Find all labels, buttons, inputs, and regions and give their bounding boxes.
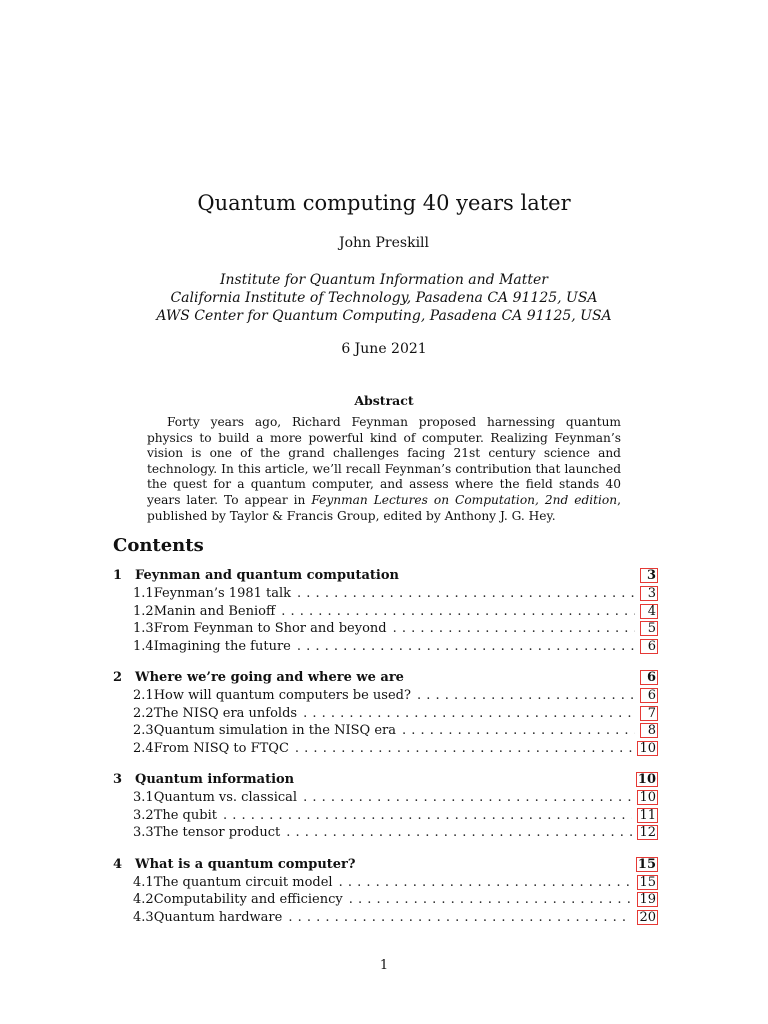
toc-subsection-row[interactable] (113, 825, 657, 843)
dot-leader (303, 790, 632, 805)
subsection-title: Quantum simulation in the NISQ era (153, 723, 396, 738)
affiliation-line: Institute for Quantum Information and Matter (220, 272, 548, 288)
subsection-page-link[interactable]: 11 (639, 807, 656, 823)
section-number: 4 (113, 856, 123, 872)
dot-leader (297, 639, 635, 654)
subsection-title: Computability and efficiency (153, 892, 343, 907)
abstract-body (147, 415, 621, 524)
subsection-page-link[interactable]: 15 (639, 874, 656, 890)
dot-leader (393, 621, 635, 636)
subsection-title: The quantum circuit model (153, 874, 333, 890)
subsection-number: 1.3 (133, 621, 154, 636)
subsection-number: 1.1 (133, 586, 154, 601)
toc-subsection-row[interactable] (113, 688, 657, 706)
dot-leader (349, 892, 633, 907)
toc-section (113, 568, 657, 656)
abstract-italic-text: Feynman Lectures on Computation, 2nd edition (311, 492, 618, 507)
subsection-page-link[interactable]: 19 (639, 892, 656, 907)
dot-leader (286, 825, 632, 840)
toc-subsection-row[interactable] (113, 604, 657, 622)
paper-title: Quantum computing 40 years later (197, 191, 571, 215)
toc-subsection-row[interactable] (113, 723, 657, 741)
toc-subsection-row[interactable] (113, 741, 657, 759)
subsection-number: 3.1 (133, 790, 154, 805)
subsection-title: Feynman’s 1981 talk (153, 586, 292, 601)
toc-subsection-row[interactable] (113, 639, 657, 657)
subsection-title: The NISQ era unfolds (153, 705, 298, 721)
subsection-title: From NISQ to FTQC (153, 740, 289, 756)
subsection-title: From Feynman to Shor and beyond (153, 621, 387, 636)
subsection-page-link[interactable]: 20 (639, 909, 656, 925)
subsection-page-link[interactable]: 8 (641, 724, 657, 737)
subsection-title: The qubit (153, 807, 217, 823)
toc-subsection-row[interactable] (113, 875, 657, 893)
affiliations (0, 271, 768, 325)
subsection-title: The tensor product (153, 825, 281, 840)
dot-leader (402, 723, 635, 738)
affiliation-line: California Institute of Technology, Pasadena CA 91125, USA (170, 290, 598, 306)
page-number: 1 (379, 958, 389, 973)
section-title: Where we’re going and where we are (135, 670, 404, 685)
toc-subsection-row[interactable] (113, 790, 657, 808)
subsection-title: Imagining the future (153, 638, 291, 654)
abstract-heading: Abstract (354, 393, 414, 408)
section-title: Feynman and quantum computation (135, 568, 399, 583)
section-title: Quantum information (135, 772, 295, 787)
abstract-text-end: , published by Taylor & Francis Group, edited by Anthony J. G. Hey. (147, 492, 621, 523)
toc-subsection-row[interactable] (113, 808, 657, 826)
author-name: John Preskill (338, 235, 430, 251)
subsection-page-link[interactable]: 12 (639, 825, 656, 840)
subsection-page-link[interactable]: 6 (641, 640, 657, 653)
section-number: 3 (113, 772, 123, 787)
toc-section-row[interactable] (113, 670, 657, 688)
section-number: 2 (113, 670, 123, 685)
dot-leader (288, 910, 632, 925)
abstract-text: Forty years ago, Richard Feynman proposed harnessing quantum physics to build a more powerful kind of computer. Realizing Feynman’s vision is one of the grand challenges facing 21st century science and technology. In this article, we’ll recall Feynman’s contribution that launched the quest for a quantum computer, and assess where the field stands 40 years later. To appear in (147, 415, 621, 507)
subsection-page-link[interactable]: 5 (641, 622, 657, 635)
section-page-link[interactable]: 15 (637, 856, 656, 872)
toc-section (113, 772, 657, 843)
paper-date: 6 June 2021 (341, 341, 427, 357)
section-number: 1 (113, 568, 123, 583)
subsection-number: 1.2 (133, 603, 154, 619)
toc-subsection-row[interactable] (113, 621, 657, 639)
subsection-number: 3.3 (133, 825, 154, 840)
toc-subsection-row[interactable] (113, 892, 657, 910)
dot-leader (223, 808, 632, 823)
toc-subsection-row[interactable] (113, 910, 657, 928)
subsection-number: 2.2 (133, 705, 154, 721)
subsection-number: 3.2 (133, 807, 154, 823)
subsection-page-link[interactable]: 3 (641, 587, 657, 600)
contents-heading: Contents (113, 535, 204, 556)
toc-subsection-row[interactable] (113, 586, 657, 604)
toc-section-row[interactable] (113, 772, 657, 790)
toc-section (113, 857, 657, 928)
dot-leader (303, 706, 635, 721)
subsection-number: 2.4 (133, 740, 154, 756)
subsection-title: Quantum hardware (153, 909, 283, 925)
affiliation-line: AWS Center for Quantum Computing, Pasadena CA 91125, USA (156, 308, 612, 324)
dot-leader (295, 741, 633, 756)
subsection-number: 4.2 (133, 892, 154, 907)
subsection-number: 1.4 (133, 638, 154, 654)
toc-section-row[interactable] (113, 857, 657, 875)
section-title: What is a quantum computer? (135, 856, 356, 872)
section-page-link[interactable]: 3 (641, 569, 657, 582)
subsection-page-link[interactable]: 7 (641, 707, 657, 720)
subsection-title: Quantum vs. classical (153, 790, 298, 805)
toc-section (113, 670, 657, 758)
subsection-number: 4.1 (133, 874, 154, 890)
dot-leader (281, 604, 635, 619)
dot-leader (339, 875, 633, 890)
subsection-page-link[interactable]: 10 (639, 740, 656, 756)
subsection-page-link[interactable]: 4 (641, 605, 657, 618)
subsection-number: 4.3 (133, 909, 154, 925)
toc-section-row[interactable] (113, 568, 657, 586)
dot-leader (417, 688, 635, 703)
subsection-title: Manin and Benioff (153, 603, 276, 619)
subsection-number: 2.3 (133, 723, 154, 738)
subsection-page-link[interactable]: 6 (641, 689, 657, 702)
section-page-link[interactable]: 10 (637, 772, 656, 787)
toc-subsection-row[interactable] (113, 706, 657, 724)
table-of-contents (113, 568, 657, 941)
subsection-number: 2.1 (133, 688, 154, 703)
subsection-title: How will quantum computers be used? (153, 688, 411, 703)
subsection-page-link[interactable]: 10 (639, 790, 656, 805)
section-page-link[interactable]: 6 (641, 671, 657, 684)
dot-leader (297, 586, 635, 601)
